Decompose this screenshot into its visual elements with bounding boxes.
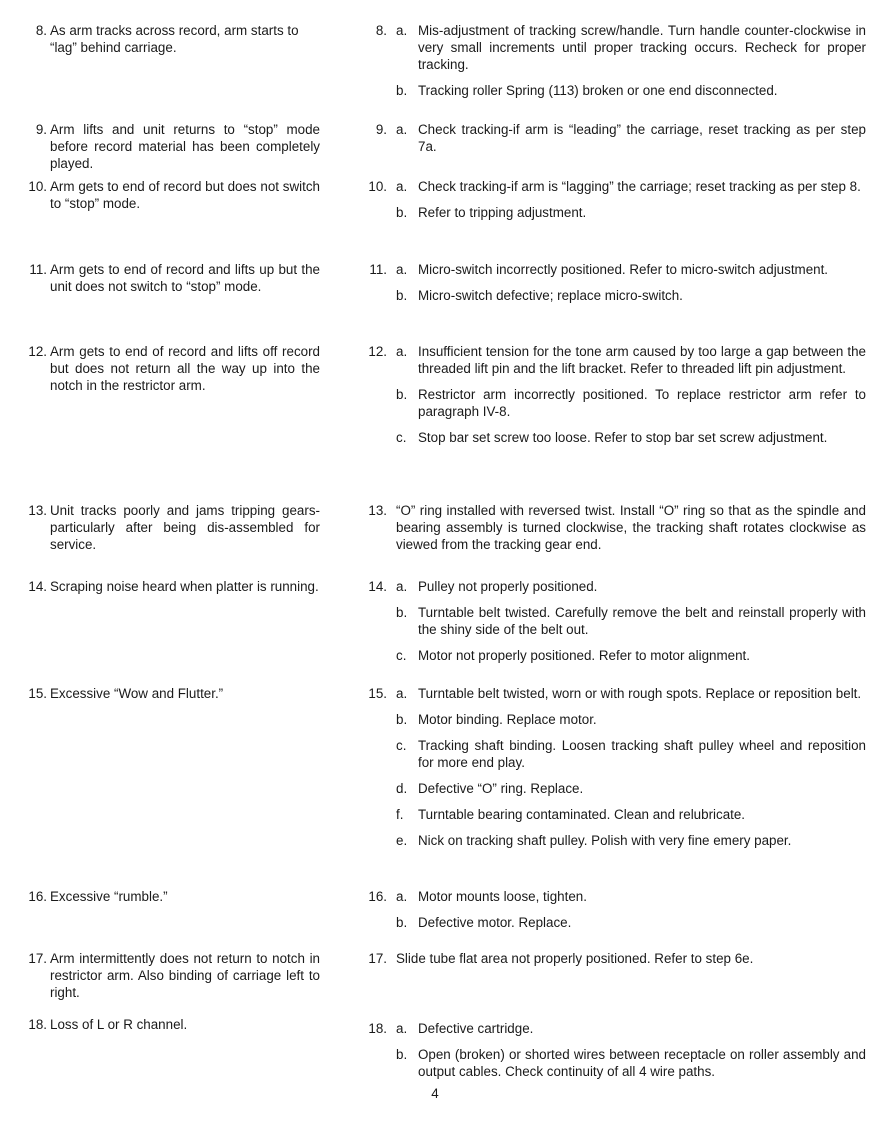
solution-item <box>366 1020 866 1037</box>
symptom-number: 17. <box>28 951 47 966</box>
item-letter: c. <box>396 648 407 663</box>
solution-number: 11. <box>369 262 387 277</box>
symptom-text: Arm lifts and unit returns to “stop” mode before record material has been completely played. <box>50 122 320 171</box>
item-text: Insufficient tension for the tone arm caused by too large a gap between the threaded lift pin and the lift bracket. Refer to threaded lift pin adjustment. <box>418 344 866 376</box>
solution-item <box>366 429 866 446</box>
symptom-text: Excessive “rumble.” <box>50 889 168 904</box>
symptom-text: Scraping noise heard when platter is running. <box>50 579 319 594</box>
item-text: Nick on tracking shaft pulley. Polish with very fine emery paper. <box>418 833 792 848</box>
solution-item <box>366 287 866 304</box>
page-number: 4 <box>431 1086 439 1101</box>
item-text: Restrictor arm incorrectly positioned. To replace restrictor arm refer to paragraph IV-8. <box>418 387 866 419</box>
item-text: Micro-switch defective; replace micro-switch. <box>418 288 683 303</box>
symptom-text: Unit tracks poorly and jams tripping gears-particularly after being dis-assembled for service. <box>50 503 320 552</box>
solution-number: 18. <box>368 1021 387 1036</box>
item-letter: a. <box>396 579 408 594</box>
symptom <box>20 502 320 553</box>
item-text: Motor binding. Replace motor. <box>418 712 597 727</box>
item-letter: a. <box>396 686 408 701</box>
solution-item <box>366 82 866 99</box>
item-letter: c. <box>396 430 407 445</box>
solution <box>366 22 866 108</box>
solution-item <box>366 261 866 278</box>
item-text: Tracking shaft binding. Loosen tracking shaft pulley wheel and reposition for more end play. <box>418 738 866 770</box>
symptom <box>20 343 320 394</box>
item-letter: b. <box>396 1047 408 1062</box>
symptom <box>20 1016 320 1033</box>
solution-item <box>366 780 866 797</box>
item-text: Check tracking-if arm is “leading” the carriage, reset tracking as per step 7a. <box>418 122 866 154</box>
symptom-number: 11. <box>29 262 47 277</box>
symptom <box>20 685 320 702</box>
solution <box>366 685 866 858</box>
item-letter: b. <box>396 387 408 402</box>
solution <box>366 502 866 562</box>
item-letter: b. <box>396 288 408 303</box>
solution-number: 12. <box>368 344 387 359</box>
solution-number: 10. <box>368 179 387 194</box>
symptom-number: 15. <box>28 686 47 701</box>
item-text: Turntable bearing contaminated. Clean and relubricate. <box>418 807 746 822</box>
item-text: Open (broken) or shorted wires between receptacle on roller assembly and output cables. Check continuity of all 4 wire paths. <box>418 1047 866 1079</box>
item-letter: a. <box>396 262 408 277</box>
symptom-number: 18. <box>28 1017 47 1032</box>
symptom-number: 10. <box>28 179 47 194</box>
solution-item <box>366 647 866 664</box>
item-letter: c. <box>396 738 407 753</box>
solution <box>366 121 866 164</box>
solution-item <box>366 604 866 638</box>
solution-item <box>366 888 866 905</box>
solution-number: 14. <box>368 579 387 594</box>
symptom <box>20 22 320 56</box>
symptom-text: As arm tracks across record, arm starts to “lag” behind carriage. <box>50 23 299 55</box>
solution-item <box>366 386 866 420</box>
solution-item <box>366 832 866 849</box>
solution-item <box>366 737 866 771</box>
symptom-text: Loss of L or R channel. <box>50 1017 188 1032</box>
solution-item <box>366 178 866 195</box>
solution <box>366 261 866 313</box>
item-letter: b. <box>396 915 408 930</box>
solution-item <box>366 343 866 377</box>
item-letter: b. <box>396 605 408 620</box>
solution-number: 16. <box>368 889 387 904</box>
solution-item <box>366 1046 866 1080</box>
item-letter: a. <box>396 1021 408 1036</box>
symptom <box>20 261 320 295</box>
symptom-text: Arm gets to end of record and lifts up but the unit does not switch to “stop” mode. <box>50 262 320 294</box>
item-text: Check tracking-if arm is “lagging” the carriage; reset tracking as per step 8. <box>418 179 861 194</box>
symptom-number: 12. <box>28 344 47 359</box>
item-letter: a. <box>396 23 408 38</box>
item-text: Defective cartridge. <box>418 1021 534 1036</box>
item-text: Stop bar set screw too loose. Refer to stop bar set screw adjustment. <box>418 430 828 445</box>
item-letter: a. <box>396 179 408 194</box>
item-text: Turntable belt twisted. Carefully remove the belt and reinstall properly with the shiny side of the belt out. <box>418 605 866 637</box>
solution-item <box>366 685 866 702</box>
solution-text: Slide tube flat area not properly positioned. Refer to step 6e. <box>396 951 754 966</box>
item-letter: d. <box>396 781 408 796</box>
item-text: Motor not properly positioned. Refer to motor alignment. <box>418 648 750 663</box>
symptom-number: 14. <box>28 579 47 594</box>
solution-number: 8. <box>375 23 387 38</box>
item-text: Defective motor. Replace. <box>418 915 572 930</box>
symptom-text: Arm gets to end of record and lifts off record but does not return all the way up into the notch in the restrictor arm. <box>50 344 320 393</box>
symptom-number: 13. <box>28 503 47 518</box>
symptom <box>20 121 320 172</box>
item-letter: e. <box>396 833 408 848</box>
item-text: Refer to tripping adjustment. <box>418 205 587 220</box>
item-letter: b. <box>396 83 408 98</box>
item-text: Pulley not properly positioned. <box>418 579 598 594</box>
item-text: Turntable belt twisted, worn or with rough spots. Replace or reposition belt. <box>418 686 862 701</box>
item-letter: f. <box>396 807 404 822</box>
symptom-number: 16. <box>28 889 47 904</box>
item-letter: b. <box>396 712 408 727</box>
symptom-text: Arm gets to end of record but does not switch to “stop” mode. <box>50 179 320 211</box>
solution-number: 17. <box>368 951 387 966</box>
solution-number: 13. <box>368 503 387 518</box>
symptom <box>20 578 320 595</box>
item-text: Defective “O” ring. Replace. <box>418 781 584 796</box>
symptom <box>20 888 320 905</box>
item-letter: a. <box>396 889 408 904</box>
solution <box>366 343 866 455</box>
solution <box>366 888 866 940</box>
solution-item <box>366 121 866 155</box>
solution-item <box>366 914 866 931</box>
item-letter: a. <box>396 122 408 137</box>
item-text: Tracking roller Spring (113) broken or one end disconnected. <box>418 83 778 98</box>
symptom <box>20 950 320 1001</box>
symptom <box>20 178 320 212</box>
item-text: Motor mounts loose, tighten. <box>418 889 587 904</box>
symptom-number: 9. <box>35 122 47 137</box>
item-letter: a. <box>396 344 408 359</box>
item-letter: b. <box>396 205 408 220</box>
solution-item <box>366 806 866 823</box>
symptom-text: Excessive “Wow and Flutter.” <box>50 686 224 701</box>
solution <box>366 578 866 673</box>
solution <box>366 950 866 976</box>
solution-item <box>366 22 866 73</box>
item-text: Micro-switch incorrectly positioned. Refer to micro-switch adjustment. <box>418 262 829 277</box>
solution-text: “O” ring installed with reversed twist. Install “O” ring so that as the spindle and bearing assembly is turned clockwise, the tracking shaft rotates clockwise as viewed from the tracking gear end. <box>396 503 866 552</box>
symptom-text: Arm intermittently does not return to notch in restrictor arm. Also binding of carriage left to right. <box>50 951 320 1000</box>
symptom-number: 8. <box>35 23 47 38</box>
solution-item <box>366 711 866 728</box>
solution <box>366 1020 866 1089</box>
item-text: Mis-adjustment of tracking screw/handle. Turn handle counter-clockwise in very small increments until proper tracking occurs. Recheck for proper tracking. <box>418 23 866 72</box>
solution-item <box>366 204 866 221</box>
solution-number: 9. <box>375 122 387 137</box>
solution-number: 15. <box>368 686 387 701</box>
solution <box>366 178 866 230</box>
solution-item <box>366 578 866 595</box>
